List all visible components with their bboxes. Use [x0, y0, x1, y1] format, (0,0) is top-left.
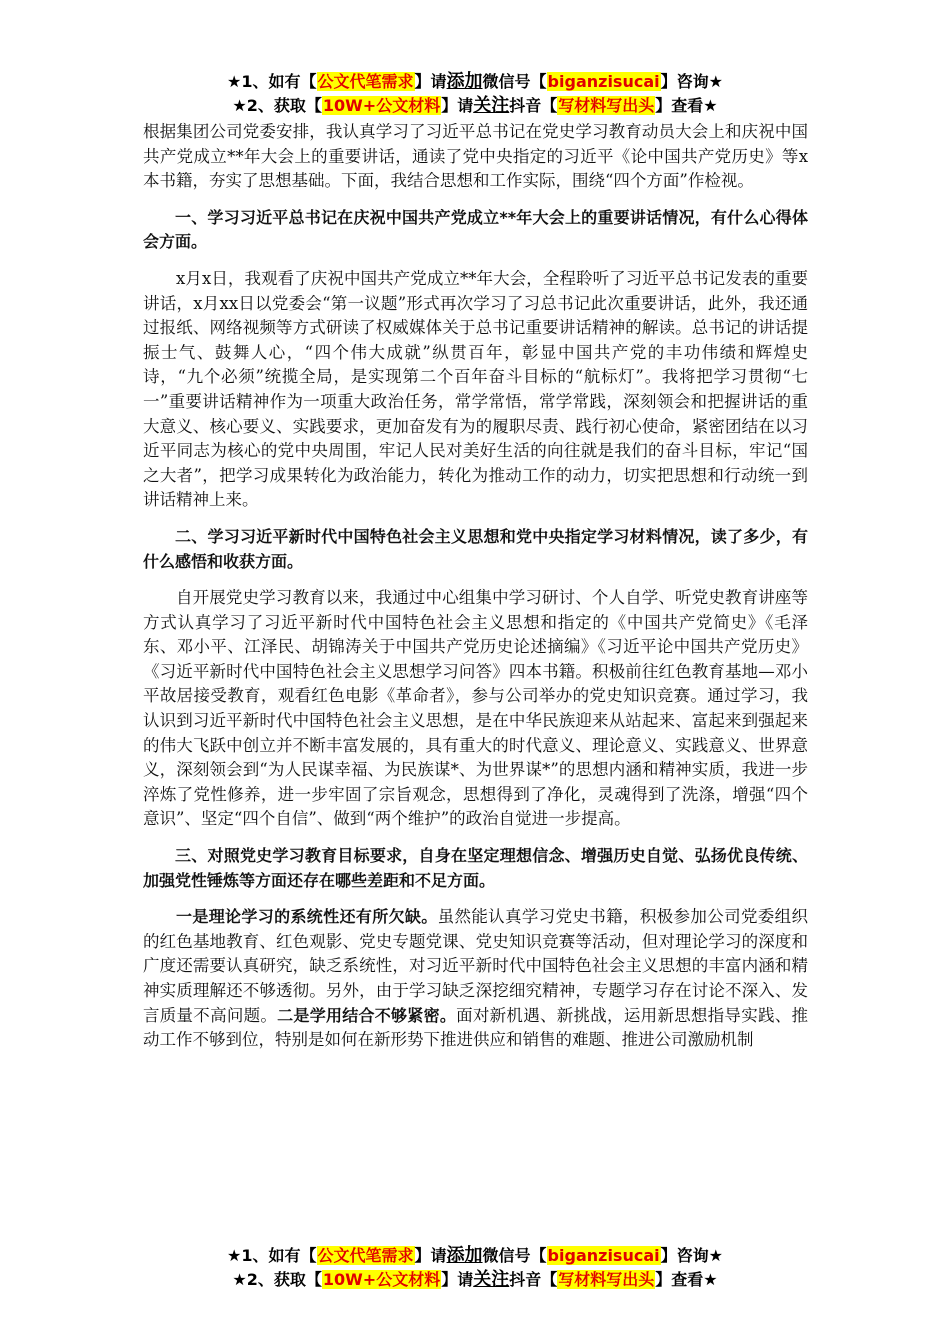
banner-highlight: 10W+公文材料: [322, 96, 441, 115]
banner-text: ★1、如有【: [227, 72, 317, 91]
banner-text: 】请: [441, 1270, 474, 1289]
banner-highlight: biganzisucai: [547, 72, 660, 91]
banner-text: 抖音【: [509, 1270, 558, 1289]
banner-emphasis: 关注: [473, 1269, 510, 1290]
banner-highlight: 公文代笔需求: [317, 72, 414, 91]
section-heading-2: 二、学习习近平新时代中国特色社会主义思想和党中央指定学习材料情况，读了多少，有什么感悟和收获方面。: [143, 526, 808, 571]
banner-highlight: biganzisucai: [547, 1246, 660, 1265]
banner-highlight: 写材料写出头: [558, 1270, 655, 1289]
banner-emphasis: 添加: [446, 1245, 483, 1266]
point-1-text: 虽然能认真学习党史书籍，积极参加公司党委组织的红色基地教育、红色观影、党史专题党课、党史知识竞赛等活动，但对理论学习的深度和广度还需要认真研究，缺乏系统性，对习近平新时代中国特色社会主义思想的丰富内涵和精神实质理解还不够透彻。另外，由于学习缺乏深挖细究精神，专题学习存在讨论不深入、发言质量不高问题。: [143, 907, 808, 1025]
section-paragraph-3: [143, 905, 808, 1053]
banner-text: ★2、获取【: [232, 96, 322, 115]
banner-text: 】请: [414, 72, 447, 91]
banner-text: 】咨询★: [660, 72, 723, 91]
banner-highlight: 10W+公文材料: [322, 1270, 441, 1289]
banner-highlight: 写材料写出头: [558, 96, 655, 115]
banner-text: 微信号【: [482, 72, 547, 91]
section-paragraph-1: x月x日，我观看了庆祝中国共产党成立**年大会，全程聆听了习近平总书记发表的重要讲话，x月xx日以党委会“第一议题”形式再次学习了习总书记此次重要讲话，此外，我还通过报纸、网络视频等方式研读了权威媒体关于总书记重要讲话精神的解读。总书记的讲话提振士气、鼓舞人心，“四个伟大成就”纵贯百年，彰显中国共产党的丰功伟绩和辉煌史诗，“九个必须”统揽全局，是实现第二个百年奋斗目标的“航标灯”。我将把学习贯彻“七一”重要讲话精神作为一项重大政治任务，常学常悟，常学常践，深刻领会和把握讲话的重大意义、核心要义、实践要求，更加奋发有为的履职尽责、践行初心使命，紧密团结在以习近平同志为核心的党中央周围，牢记人民对美好生活的向往就是我们的奋斗目标，牢记“国之大者”，把学习成果转化为政治能力，转化为推动工作的动力，切实把思想和行动统一到讲话精神上来。: [143, 268, 808, 510]
banner-text: 抖音【: [509, 96, 558, 115]
banner-text: 】请: [414, 1246, 447, 1265]
point-1-title: 一是理论学习的系统性还有所欠缺。: [176, 907, 438, 927]
banner-highlight: 公文代笔需求: [317, 1246, 414, 1265]
banner-emphasis: 关注: [473, 95, 510, 116]
header-banner: [0, 70, 950, 118]
point-2-text: 面对新机遇、新挑战，运用新思想指导实践、推动工作不够到位，特别是如何在新形势下推进供应和销售的难题、推进公司激励机制: [143, 1005, 809, 1050]
section-heading-1: 一、学习习近平总书记在庆祝中国共产党成立**年大会上的重要讲话情况，有什么心得体会方面。: [143, 207, 808, 252]
document-body: [143, 120, 808, 1053]
footer-banner: [0, 1244, 950, 1292]
banner-emphasis: 添加: [446, 71, 483, 92]
intro-paragraph: 根据集团公司党委安排，我认真学习了习近平总书记在党史学习教育动员大会上和庆祝中国共产党成立**年大会上的重要讲话，通读了党中央指定的习近平《论中国共产党历史》等x本书籍，夯实了思想基础。下面，我结合思想和工作实际，围绕“四个方面”作检视。: [143, 122, 808, 191]
section-paragraph-2: 自开展党史学习教育以来，我通过中心组集中学习研讨、个人自学、听党史教育讲座等方式认真学习了习近平新时代中国特色社会主义思想和指定的《中国共产党简史》《毛泽东、邓小平、江泽民、胡锦涛关于中国共产党历史论述摘编》《习近平论中国共产党历史》《习近平新时代中国特色社会主义思想学习问答》四本书籍。积极前往红色教育基地—邓小平故居接受教育，观看红色电影《革命者》，参与公司举办的党史知识竞赛。通过学习，我认识到习近平新时代中国特色社会主义思想，是在中华民族迎来从站起来、富起来到强起来的伟大飞跃中创立并不断丰富发展的，具有重大的时代意义、理论意义、实践意义、世界意义，深刻领会到“为人民谋幸福、为民族谋*、为世界谋*”的思想内涵和精神实质，我进一步淬炼了党性修养，进一步牢固了宗旨观念，思想得到了净化，灵魂得到了洗涤，增强“四个意识”、坚定“四个自信”、做到“两个维护”的政治自觉进一步提高。: [143, 588, 808, 829]
banner-line-1: [0, 1244, 950, 1268]
banner-line-2: [0, 94, 950, 118]
banner-text: ★1、如有【: [227, 1246, 317, 1265]
point-2-title: 二是学用结合不够紧密。: [277, 1005, 457, 1025]
banner-line-1: [0, 70, 950, 94]
banner-text: 】咨询★: [660, 1246, 723, 1265]
banner-text: 】请: [441, 96, 474, 115]
banner-text: ★2、获取【: [232, 1270, 322, 1289]
banner-text: 微信号【: [482, 1246, 547, 1265]
banner-text: 】查看★: [655, 1270, 718, 1289]
banner-text: 】查看★: [655, 96, 718, 115]
section-heading-3: 三、对照党史学习教育目标要求，自身在坚定理想信念、增强历史自觉、弘扬优良传统、加强党性锤炼等方面还存在哪些差距和不足方面。: [143, 846, 808, 890]
banner-line-2: [0, 1268, 950, 1292]
